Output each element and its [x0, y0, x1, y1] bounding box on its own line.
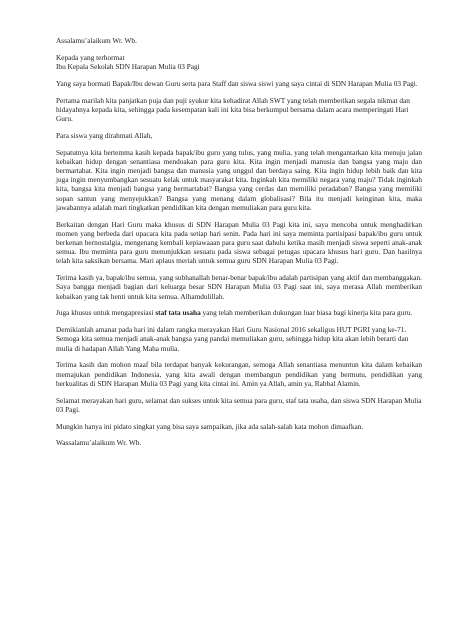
paragraph-respect: Yang saya hormati Bapak/Ibu dewan Guru serta para Staff dan siswa siswi yang saya cintai di SDN Harapan Mulia 03 Pagi.: [56, 78, 418, 88]
closing-greeting: Wassalamu’alaikum Wr. Wb.: [56, 438, 142, 448]
paragraph-honor-teachers: Sepatutnya kita bertemma kasih kepada bapak/ibu guru yang tulus, yang mulia, yang telah mengantarkan kita menuju jalan kebaikan hidup dengan senantiasa mendoakan para guru kita. Kita ingin menjadi manusia dan bangsa yang maju dan bermartabat. Kita ingin menjadi bangsa dan manusia yang unggul dan berdaya saing. Kita ingin hidup lebih baik dan kita juga ingin menyumbangkan sesuatu kelak untuk masyarakat kita. Inginkah kita memiliki negara yang maju? Tidak inginkah kita, bangsa kita menjadi bangsa yang bermartabat? Bangsa yang cerdas dan memiliki peradaban? Bangsa yang memiliki sopan santun yang menyejukkan? Bangsa yang menang dalam globalisasi? Bila itu menjadi keinginan kita, maka jawabannya adalah mari tingkatkan pendidikan kita dengan memuliakan para guru kita.: [56, 147, 422, 212]
opening-greeting: Assalamu’alaikum Wr. Wb.: [56, 36, 137, 45]
recipient-line-2: Ibu Kepala Sekolah SDN Harapan Mulia 03 Pagi: [56, 62, 200, 71]
paragraph-apology: Terima kasih dan mohon maaf bila terdapat banyak kekurangan, semoga Allah senantiasa menuntun kita dalam kebaikan memajukan pendidikan Indonesia, yang kita awali dengan membangun pendidikan yang bermutu, pendidikan yang berkualitas di SDN Harapan Mulia 03 Pagi yang kita cintai ini. Amin ya Allah, amin ya, Rabbal Alamin.: [56, 360, 422, 388]
paragraph-teachers-day-event: Berkaitan dengan Hari Guru maka khusus di SDN Harapan Mulia 03 Pagi kita ini, saya mencoba untuk menghadirkan momen yang berbeda dari upacara kita pada setiap hari senin. Pada hari ini saya meminta partisipasi bapak/ibu guru untuk berkenan bernostalgia, mengenang kembali kepiawaaan para guru saat dahulu ketika masih menjadi siswa seperti anak-anak semua. Ibu meminta para guru menunjukkan sesuatu pada siswa sebagai petugas upacara khusus hari guru. Dan hasilnya telah kita saksikan bersama. Mari aplaus meriah untuk semua guru SDN Harapan Mulia 03 Pagi.: [56, 219, 422, 266]
recipient-line-1: Kepada yang terhormat: [56, 52, 125, 62]
paragraph-thanks-teachers: Terima kasih ya, bapak/ibu semua, yang subhanallah benar-benar bapak/ibu adalah partisipan yang aktif dan membanggakan. Saya bangga menjadi bagian dari keluarga besar SDN Harapan Mulia 03 Pagi saat ini, saya merasa Allah memberikan kebaikan yang tak henti untuk kita semua. Alhamdulillah.: [56, 273, 422, 301]
appreciation-highlight: staf tata usaha: [155, 308, 201, 318]
speech-document: [56, 36, 422, 455]
paragraph-address-students: Para siswa yang dirahmati Allah,: [56, 130, 153, 140]
recipient-block: [56, 53, 422, 71]
paragraph-gratitude: Pertama marilah kita panjatkan puja dan puji syukur kita kehadirat Allah SWT yang telah memberikan segala nikmat dan hidayahnya kepada kita, sehingga pada kesempatan kali ini kita bisa berkumpul bersama dalam acara memperingati Hari Guru.: [56, 95, 410, 123]
paragraph-appreciation-staff: [56, 308, 422, 317]
paragraph-mandate: Demikianlah amanat pada hari ini dalam rangka merayakan Hari Guru Nasional 2016 sekaligus HUT PGRI yang ke-71. Semoga kita semua menjadi anak-anak bangsa yang pandai memuliakan guru, sehingga hidup kita akan lebih berarti dan mulia di hadapan Allah Yang Maha mulia.: [56, 325, 409, 353]
appreciation-text-end: yang telah memberikan dukungan luar biasa bagi kinerja kita para guru.: [200, 308, 413, 318]
paragraph-congratulations: Selamat merayakan hari guru, selamat dan sukses untuk kita semua para guru, staf tata usaha, dan siswa SDN Harapan Mulia 03 Pagi.: [56, 395, 422, 414]
paragraph-closing-remarks: Mungkin hanya ini pidato singkat yang bisa saya sampaikan, jika ada salah-salah kata mohon dimaafkan.: [56, 421, 364, 431]
appreciation-text-start: Juga khusus untuk mengapresiasi: [56, 308, 156, 318]
